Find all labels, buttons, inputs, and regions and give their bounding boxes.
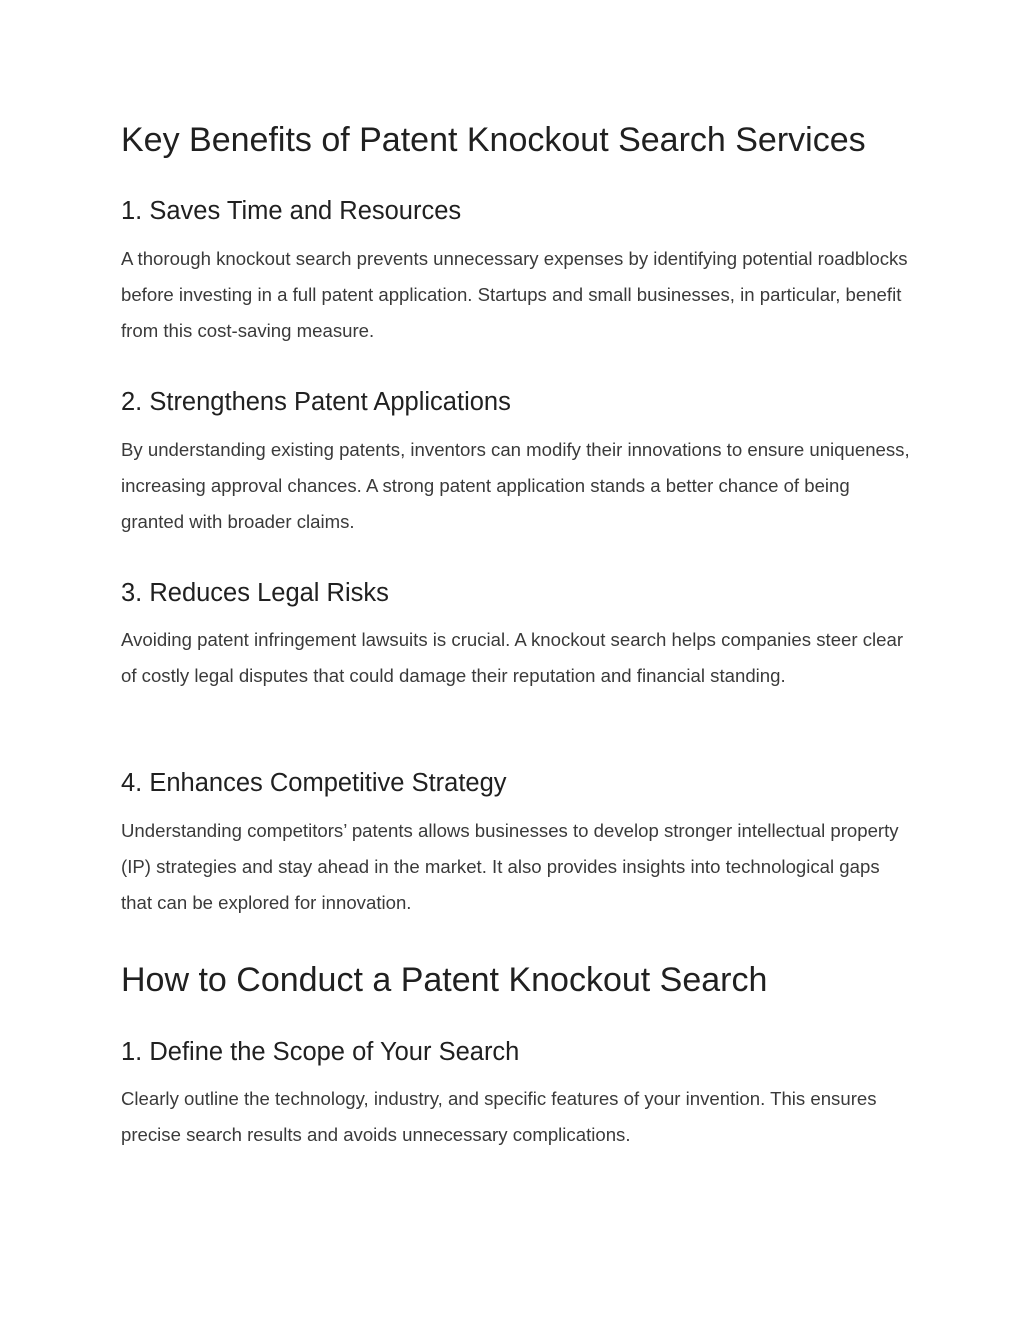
paragraph-reduces-legal-risks: Avoiding patent infringement lawsuits is crucial. A knockout search helps companies steer clear of costly legal disputes that could damage their reputation and financial standing.	[121, 629, 904, 686]
subheading-define-scope: 1. Define the Scope of Your Search	[121, 1038, 520, 1066]
subheading-strengthens-applications: 2. Strengthens Patent Applications	[121, 388, 511, 416]
paragraph-strengthens-applications: By understanding existing patents, inventors can modify their innovations to ensure uniqueness, increasing approval chances. A strong patent application stands a better chance of being granted with broader claims.	[121, 439, 910, 532]
paragraph-define-scope: Clearly outline the technology, industry, and specific features of your invention. This ensures precise search results and avoids unnecessary complications.	[121, 1088, 877, 1145]
subheading-saves-time: 1. Saves Time and Resources	[121, 197, 462, 225]
subheading-reduces-legal-risks: 3. Reduces Legal Risks	[121, 579, 389, 607]
subheading-competitive-strategy: 4. Enhances Competitive Strategy	[121, 769, 507, 797]
section-heading-how-to-conduct: How to Conduct a Patent Knockout Search	[121, 961, 768, 999]
paragraph-competitive-strategy: Understanding competitors’ patents allows businesses to develop stronger intellectual property (IP) strategies and stay ahead in the market. It also provides insights into technological gaps that can be explored for innovation.	[121, 820, 899, 913]
section-heading-key-benefits: Key Benefits of Patent Knockout Search Services	[121, 121, 866, 159]
paragraph-saves-time: A thorough knockout search prevents unnecessary expenses by identifying potential roadblocks before investing in a full patent application. Startups and small businesses, in particular, benefit from this cost-saving measure.	[121, 248, 908, 341]
